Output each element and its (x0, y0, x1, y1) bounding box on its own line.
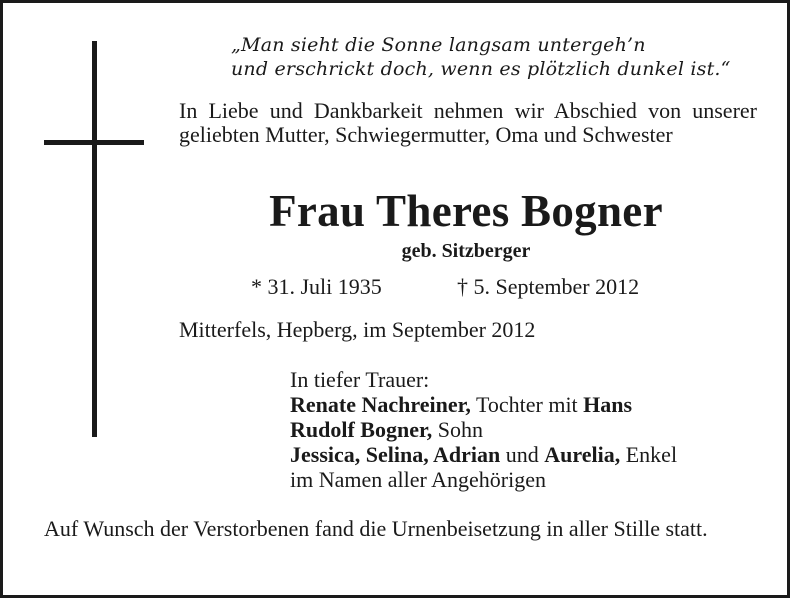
mourner-line (290, 417, 760, 442)
quote-line-1: „Man sieht die Sonne langsam untergeh’n (231, 34, 646, 56)
mourners-list (290, 367, 760, 492)
memorial-quote (231, 33, 771, 81)
mourner-conjunction: und (500, 442, 545, 467)
mourner-name: Rudolf Bogner, (290, 417, 433, 442)
birth-date: * 31. Juli 1935 (251, 274, 382, 299)
mourner-relation: Enkel (620, 442, 678, 467)
mourner-name: Hans (583, 392, 633, 417)
mourner-relation: Tochter mit (470, 392, 584, 417)
maiden-name: geb. Sitzberger (401, 240, 531, 262)
mourner-relation: Sohn (432, 417, 483, 442)
mourner-line (290, 392, 760, 417)
mourner-name: Jessica, Selina, Adrian (290, 442, 501, 467)
mourners-closing: im Namen aller Angehörigen (290, 467, 546, 492)
mourners-heading: In tiefer Trauer: (290, 367, 430, 392)
mourner-name: Renate Nachreiner, (290, 392, 471, 417)
quote-line-2: und erschrickt doch, wenn es plötzlich dunkel ist.“ (231, 58, 731, 80)
death-date: † 5. September 2012 (457, 274, 640, 299)
intro-text: In Liebe und Dankbarkeit nehmen wir Abschied von unserer geliebten Mutter, Schwiegermutter, Oma und Schwester (179, 98, 757, 147)
life-dates (251, 274, 751, 300)
mourner-name: Aurelia, (544, 442, 621, 467)
cross-icon-bar (44, 140, 144, 145)
place-date: Mitterfels, Hepberg, im September 2012 (179, 317, 536, 342)
closing-text: Auf Wunsch der Verstorbenen fand die Urnenbeisetzung in aller Stille statt. (44, 516, 708, 541)
deceased-name: Frau Theres Bogner (269, 186, 663, 236)
mourner-line (290, 442, 760, 467)
